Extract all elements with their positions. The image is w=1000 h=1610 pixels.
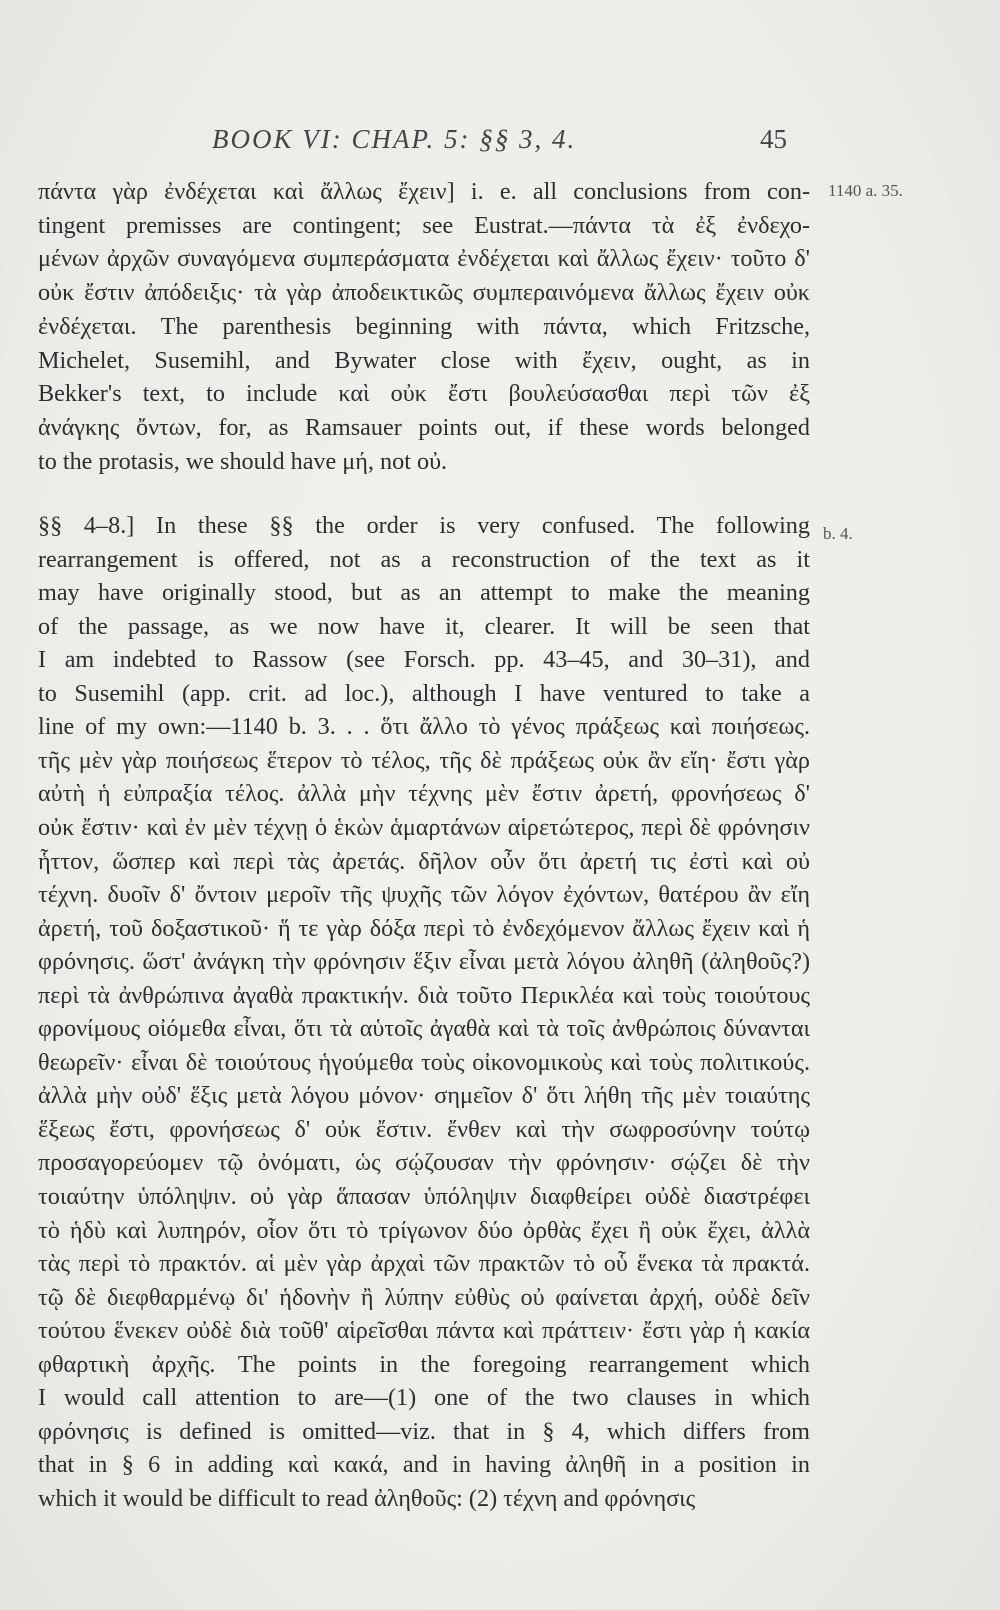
text-line: I would call attention to are—(1) one of the two clauses in which	[38, 1384, 810, 1412]
text-line: which it would be difficult to read ἀληθοῦς: (2) τέχνη and φρόνησις	[38, 1484, 696, 1512]
text-line: ἀνάγκης ὄντων, for, as Ramsauer points out, if these words belonged	[38, 413, 810, 441]
text-line: I am indebted to Rassow (see Forsch. pp. 43–45, and 30–31), and	[38, 646, 810, 674]
text-line: πάντα γὰρ ἐνδέχεται καὶ ἄλλως ἔχειν] i. e. all conclusions from con-	[38, 178, 810, 205]
text-line: οὐκ ἔστιν· καὶ ἐν μὲν τέχνῃ ὁ ἑκὼν ἁμαρτάνων αἱρετώτερος, περὶ δὲ φρόνησιν	[38, 813, 810, 841]
text-line: τοιαύτην ὑπόληψιν. οὐ γὰρ ἅπασαν ὑπόληψιν διαφθείρει οὐδὲ διαστρέφει	[38, 1183, 810, 1210]
margin-reference: b. 4.	[823, 524, 853, 543]
text-line: ἐνδέχεται. The parenthesis beginning with πάντα, which Fritzsche,	[38, 312, 810, 340]
text-line: that in § 6 in adding καὶ κακά, and in having ἀληθῆ in a position in	[38, 1451, 810, 1479]
text-line: φθαρτικὴ ἀρχῆς. The points in the foregoing rearrangement which	[38, 1350, 810, 1378]
page-header	[0, 124, 1000, 164]
text-line: φρόνησις is defined is omitted—viz. that in § 4, which differs from	[38, 1417, 810, 1445]
text-line: τὸ ἡδὺ καὶ λυπηρόν, οἷον ὅτι τὸ τρίγωνον δύο ὀρθὰς ἔχει ἢ οὐκ ἔχει, ἀλλὰ	[38, 1216, 810, 1244]
text-line: ἀρετή, τοῦ δοξαστικοῦ· ἥ τε γὰρ δόξα περὶ τὸ ἐνδεχόμενον ἄλλως ἔχειν καὶ ἡ	[38, 914, 810, 942]
text-line: may have originally stood, but as an attempt to make the meaning	[38, 579, 810, 607]
margin-reference: 1140 a. 35.	[828, 181, 903, 200]
text-line: τῆς μὲν γὰρ ποιήσεως ἕτερον τὸ τέλος, τῆς δὲ πράξεως οὐκ ἂν εἴη· ἔστι γὰρ	[38, 746, 810, 774]
text-line: φρόνησις. ὥστ' ἀνάγκη τὴν φρόνησιν ἕξιν εἶναι μετὰ λόγου ἀληθῆ (ἀληθοῦς?)	[38, 948, 810, 976]
text-line: περὶ τὰ ἀνθρώπινα ἀγαθὰ πρακτικήν. διὰ τοῦτο Περικλέα καὶ τοὺς τοιούτους	[38, 981, 810, 1009]
text-line: μένων ἀρχῶν συναγόμενα συμπεράσματα ἐνδέχεται καὶ ἄλλως ἔχειν· τοῦτο δ'	[38, 245, 810, 273]
text-line: line of my own:—1140 b. 3. . . ὅτι ἄλλο τὸ γένος πράξεως καὶ ποιήσεως.	[38, 713, 810, 741]
text-line: ἀλλὰ μὴν οὐδ' ἕξις μετὰ λόγου μόνον· σημεῖον δ' ὅτι λήθη τῆς μὲν τοιαύτης	[38, 1082, 810, 1110]
text-line: §§ 4–8.] In these §§ the order is very confused. The following	[38, 512, 810, 539]
text-line: of the passage, as we now have it, clearer. It will be seen that	[38, 612, 810, 640]
text-line: φρονίμους οἰόμεθα εἶναι, ὅτι τὰ αὑτοῖς ἀγαθὰ καὶ τὰ τοῖς ἀνθρώποις δύνανται	[38, 1015, 810, 1043]
text-line: ἕξεως ἔστι, φρονήσεως δ' οὐκ ἔστιν. ἔνθεν καὶ τὴν σωφροσύνην τούτῳ	[38, 1115, 810, 1143]
text-line: tingent premisses are contingent; see Eustrat.—πάντα τὰ ἐξ ἐνδεχο-	[38, 211, 810, 239]
running-head: BOOK VI: CHAP. 5: §§ 3, 4.	[212, 124, 577, 154]
text-line: τῷ δὲ διεφθαρμένῳ δι' ἡδονὴν ἢ λύπην εὐθὺς οὐ φαίνεται ἀρχή, οὐδὲ δεῖν	[38, 1283, 810, 1311]
text-line: οὐκ ἔστιν ἀπόδειξις· τὰ γὰρ ἀποδεικτικῶς συμπεραινόμενα ἄλλως ἔχειν οὐκ	[38, 279, 810, 307]
text-line: τούτου ἕνεκεν οὐδὲ διὰ τοῦθ' αἱρεῖσθαι πάντα καὶ πράττειν· ἔστι γὰρ ἡ κακία	[38, 1317, 810, 1345]
page-number: 45	[760, 124, 787, 154]
text-line: αὐτὴ ἡ εὐπραξία τέλος. ἀλλὰ μὴν τέχνης μὲν ἔστιν ἀρετή, φρονήσεως δ'	[38, 780, 810, 808]
text-line: ἧττον, ὥσπερ καὶ περὶ τὰς ἀρετάς. δῆλον οὖν ὅτι ἀρετή τις ἐστὶ καὶ οὐ	[38, 847, 810, 875]
text-line: θεωρεῖν· εἶναι δὲ τοιούτους ἡγούμεθα τοὺς οἰκονομικοὺς καὶ τοὺς πολιτικούς.	[38, 1048, 810, 1076]
text-line: to the protasis, we should have μή, not οὐ.	[38, 447, 448, 475]
text-line: προσαγορεύομεν τῷ ὀνόματι, ὡς σῴζουσαν τὴν φρόνησιν· σῴζει δὲ τὴν	[38, 1149, 810, 1177]
text-line: rearrangement is offered, not as a reconstruction of the text as it	[38, 545, 810, 573]
text-line: to Susemihl (app. crit. ad loc.), although I have ventured to take a	[38, 679, 810, 707]
text-line: Michelet, Susemihl, and Bywater close with ἔχειν, ought, as in	[38, 346, 810, 374]
text-line: τὰς περὶ τὸ πρακτόν. αἱ μὲν γὰρ ἀρχαὶ τῶν πρακτῶν τὸ οὗ ἕνεκα τὰ πρακτά.	[38, 1250, 810, 1278]
text-line: τέχνη. δυοῖν δ' ὄντοιν μεροῖν τῆς ψυχῆς τῶν λόγον ἐχόντων, θατέρου ἂν εἴη	[38, 881, 810, 909]
text-line: Bekker's text, to include καὶ οὐκ ἔστι βουλεύσασθαι περὶ τῶν ἐξ	[38, 380, 810, 408]
